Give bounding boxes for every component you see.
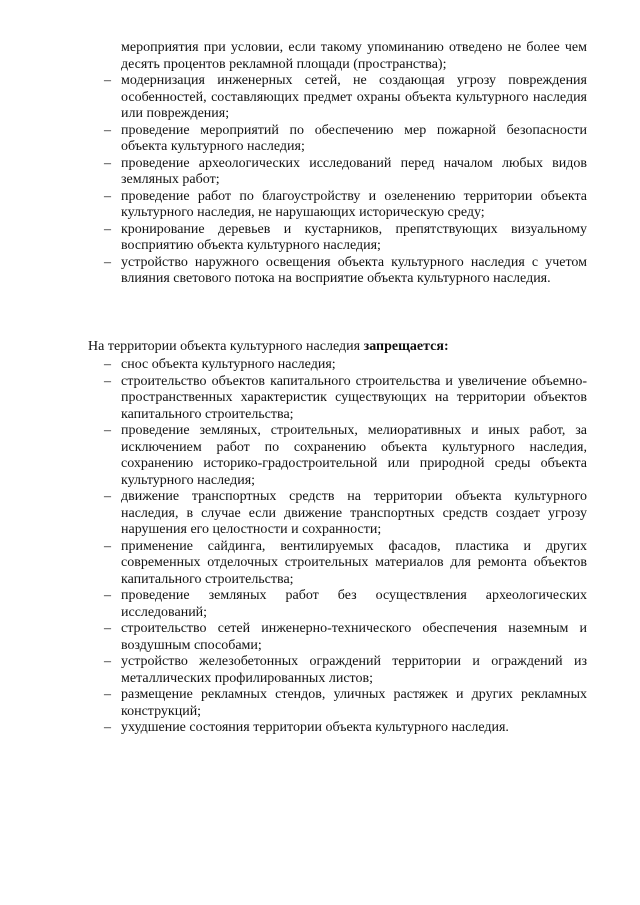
list-dash: – [104,221,111,237]
list-item-text: устройство наружного освещения объекта культурного наследия с учетом влияния светового потока на восприятие объекта культурного наследия. [121,254,587,286]
list-dash: – [104,538,111,554]
list-dash: – [104,188,111,204]
list-item-text: проведение земляных работ без осуществления археологических исследований; [121,588,587,620]
list-item [88,222,587,255]
list-item-text: устройство железобетонных ограждений территории и ограждений из металлических профилированных листов; [121,654,587,686]
list-item [88,720,587,737]
list-item [88,489,587,539]
list-item [88,687,587,720]
list-item [88,539,587,589]
intro-bold: запрещается: [363,339,449,354]
list-item [88,40,587,73]
list-item-text: проведение земляных, строительных, мелиоративных и иных работ, за исключением работ по сохранению объекта культурного наследия, сохранению историко-градостроительной или природной среды объекта культурного наследия; [121,423,587,488]
list-item [88,654,587,687]
list-item [88,621,587,654]
list-item-text: строительство объектов капитального строительства и увеличение объемно-пространственных характеристик существующих на территории объектов капитального строительства; [121,373,587,422]
list-item-text: снос объекта культурного наследия; [121,357,336,372]
list-item [88,588,587,621]
list-item [88,123,587,156]
list-item-text: размещение рекламных стендов, уличных растяжек и других рекламных конструкций; [121,687,587,719]
list-item-text: строительство сетей инженерно-технического обеспечения наземным и воздушным способами; [121,621,587,653]
prohibited-intro [88,339,587,356]
list-item-text: движение транспортных средств на территории объекта культурного наследия, в случае если движение транспортных средств создает угрозу нарушения его целостности и сохранности; [121,489,587,537]
list-dash: – [104,423,111,438]
intro-text: На территории объекта культурного наследия [88,339,364,354]
list-dash: – [104,621,111,636]
permitted-list [88,40,587,288]
list-dash: – [104,122,111,138]
list-item [88,357,587,374]
list-item-text: проведение археологических исследований перед началом любых видов земляных работ; [121,155,587,187]
list-item-text: кронирование деревьев и кустарников, препятствующих визуальному восприятию объекта культурного наследия; [121,221,587,253]
list-dash: – [104,489,111,504]
list-item-text: ухудшение состояния территории объекта культурного наследия. [121,720,509,735]
list-item [88,156,587,189]
list-dash: – [104,73,111,88]
list-dash: – [104,588,111,603]
list-dash: – [104,155,111,171]
list-item [88,423,587,489]
list-item-text: модернизация инженерных сетей, не создающая угрозу повреждения особенностей, составляющих предмет охраны объекта культурного наследия или повреждения; [121,73,587,121]
prohibited-list [88,357,587,737]
list-item-text: применение сайдинга, вентилируемых фасадов, пластика и других современных отделочных строительных материалов для ремонта объектов капитального строительства; [121,538,587,587]
list-dash: – [104,654,111,669]
list-item [88,189,587,222]
list-dash: – [104,373,111,389]
list-item [88,374,587,424]
list-dash: – [104,687,111,702]
list-dash: – [104,357,111,372]
list-item-text: проведение работ по благоустройству и озеленению территории объекта культурного наследия, не нарушающих историческую среду; [121,188,587,220]
list-item-text: проведение мероприятий по обеспечению мер пожарной безопасности объекта культурного наследия; [121,122,587,154]
list-item [88,73,587,123]
list-dash: – [104,720,111,735]
list-dash: – [104,254,111,270]
list-item-text: мероприятия при условии, если такому упоминанию отведено не более чем десять процентов рекламной площади (пространства); [121,40,587,72]
list-item [88,255,587,288]
